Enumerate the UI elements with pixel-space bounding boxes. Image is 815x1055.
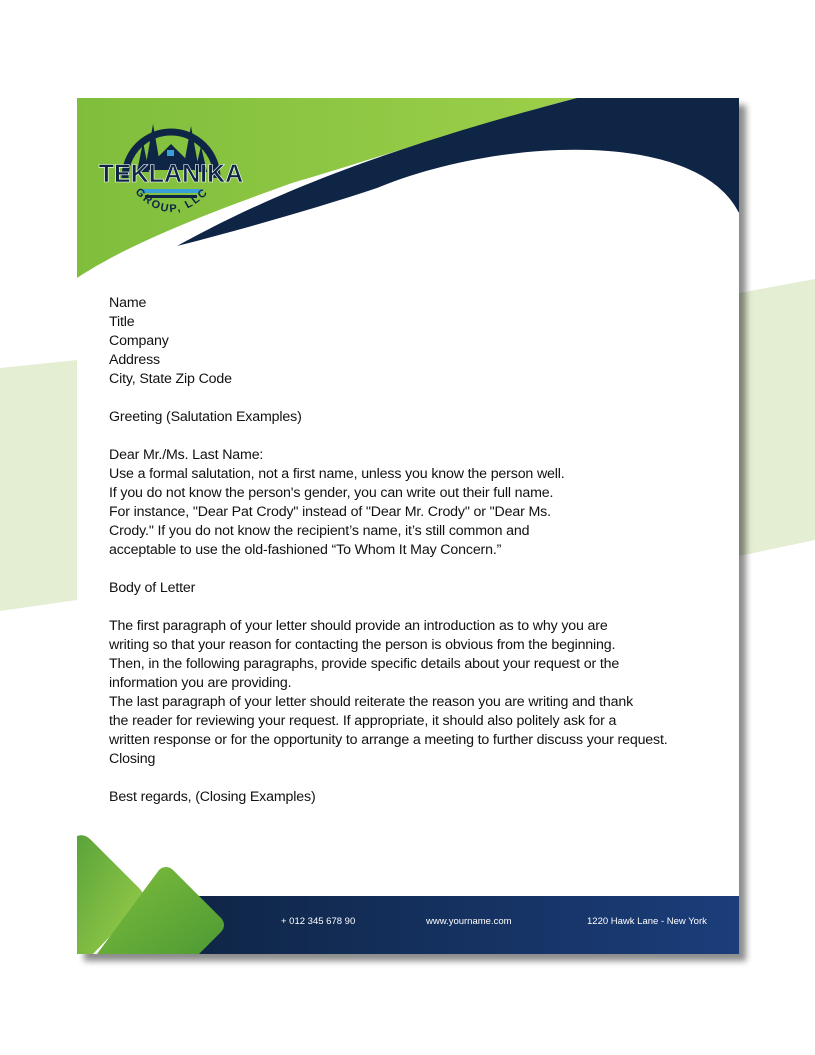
salutation-line: If you do not know the person's gender, you can write out their full name. [109, 485, 554, 501]
recipient-title: Title [109, 314, 135, 330]
greeting-heading: Greeting (Salutation Examples) [109, 409, 302, 425]
footer-phone: + 012 345 678 90 [281, 916, 356, 927]
body-line: The last paragraph of your letter should reiterate the reason you are writing and thank [109, 694, 634, 710]
salutation-line: Crody." If you do not know the recipient’s name, it’s still common and [109, 523, 530, 539]
body-line: Closing [109, 751, 156, 767]
body-line: Then, in the following paragraphs, provide specific details about your request or the [109, 656, 620, 672]
recipient-name: Name [109, 295, 147, 311]
body-line: the reader for reviewing your request. If appropriate, it should also politely ask for a [109, 713, 617, 729]
body-line: written response or for the opportunity to arrange a meeting to further discuss your request. [109, 732, 668, 748]
recipient-city: City, State Zip Code [109, 371, 232, 387]
closing: Best regards, (Closing Examples) [109, 789, 316, 805]
salutation-line: Use a formal salutation, not a first name, unless you know the person well. [109, 466, 565, 482]
company-logo [97, 106, 247, 226]
body-heading: Body of Letter [109, 580, 196, 596]
footer-band [77, 834, 739, 954]
body-line: writing so that your reason for contacting the person is obvious from the beginning. [109, 637, 616, 653]
salutation-line: For instance, "Dear Pat Crody" instead of "Dear Mr. Crody" or "Dear Ms. [109, 504, 551, 520]
footer-website: www.yourname.com [426, 916, 512, 927]
letterhead-page [77, 98, 739, 954]
body-line: The first paragraph of your letter should provide an introduction as to why you are [109, 618, 608, 634]
salutation: Dear Mr./Ms. Last Name: [109, 447, 264, 463]
company-subtitle: GROUP, LLC [132, 185, 212, 216]
recipient-address: Address [109, 352, 160, 368]
footer-address: 1220 Hawk Lane - New York [587, 916, 707, 927]
salutation-line: acceptable to use the old-fashioned “To Whom It May Concern.” [109, 542, 502, 558]
recipient-company: Company [109, 333, 169, 349]
letter-body [109, 294, 734, 807]
company-name: TEKLANIKA [98, 160, 244, 188]
body-line: information you are providing. [109, 675, 292, 691]
